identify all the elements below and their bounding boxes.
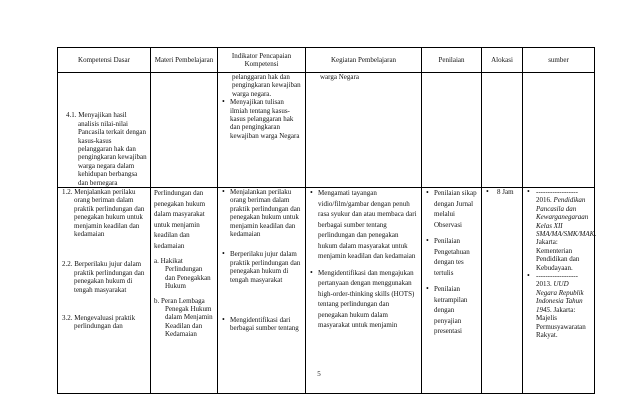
kegiatan-continuation: warga Negara — [320, 73, 359, 81]
materi-item: b. Peran Lembaga Penegak Hukum dalam Menjamin Keadilan dan Kedamaian — [154, 296, 213, 339]
kd-cell — [58, 188, 151, 394]
kegiatan-cell — [306, 188, 422, 394]
kd-item: 2.2. Berperilaku jujur dalam praktik perlindungan dan penegakan hukum di tengah masyarakat — [62, 260, 145, 294]
header-materi: Materi Pembelajaran — [151, 48, 218, 73]
indikator-continuation: pelanggaran hak dan pengingkaran kewajiban warga negara. — [232, 73, 301, 98]
indikator-cell — [218, 73, 306, 188]
list-item — [526, 188, 597, 272]
materi-item: a. Hakikat Perlindungan dan Penegakkan Hukum — [154, 257, 211, 291]
sumber-title: Pendidikan Pancasila dan Kewarganegaraan Kelas XII SMA/MA/SMK/MAK — [536, 196, 595, 239]
sumber-year: 2013. — [536, 280, 552, 289]
penilaian-cell — [422, 188, 482, 394]
alokasi-cell — [482, 188, 523, 394]
list-item: • Mengidentifikasi dari berbagai sumber tentang — [221, 316, 302, 333]
sumber-publisher: . Jakarta: Majelis Permusyawaratan Rakyat. — [536, 305, 586, 339]
kd-cell — [58, 73, 151, 188]
list-item: • Menyajikan tulisan ilmiah tentang kasus-kasus pelanggaran hak dan pengingkaran kewajiban warga Negara — [221, 98, 302, 140]
list-item: • Penilaian ketrampilan dengan penyajian presentasi — [425, 284, 478, 337]
header-alokasi: Alokasi — [482, 48, 523, 73]
sumber-year: 2016. — [536, 196, 552, 205]
sumber-publisher: . Jakarta: Kementerian Pendidikan dan Kebudayaan. — [536, 230, 597, 272]
rpp-table — [57, 47, 595, 394]
materi-cell — [151, 73, 218, 188]
sumber-title: UUD Negara Republik Indonesia Tahun 1945 — [536, 280, 584, 314]
header-kegiatan: Kegiatan Pembelajaran — [306, 48, 422, 73]
header-row — [58, 48, 595, 73]
list-item: • Menjalankan perilaku orang beriman dalam praktik perlindungan dan penegakan hukum untuk menjamin keadilan dan kedamaian — [221, 188, 302, 238]
kegiatan-cell — [306, 73, 422, 188]
table-row — [58, 188, 595, 394]
sumber-dash: ------------------ — [536, 188, 578, 196]
header-penilaian: Penilaian — [422, 48, 482, 73]
alokasi-cell — [482, 73, 523, 188]
list-item: • Berperilaku jujur dalam praktik perlindungan dan penegakan hukum di tengah masyarakat — [221, 250, 302, 284]
header-indikator: Indikator Pencapaian Kompetensi — [218, 48, 306, 73]
materi-intro: Perlindungan dan penegakan hukum dalam masyarakat untuk menjamin keadilan dan kedamaian — [154, 189, 206, 250]
sumber-cell — [523, 73, 595, 188]
sumber-cell — [523, 188, 595, 394]
kd-item: 1.2. Menjalankan perilaku orang beriman dalam praktik perlindungan dan penegakan hukum untuk menjamin keadilan dan kedamaian — [62, 188, 145, 239]
list-item: • Penilaian Pengetahuan dengan tes tertulis — [425, 236, 478, 278]
kd-text: 4.1. Menyajikan hasil analisis nilai-nilai Pancasila terkait dengan kasus-kasus pelanggaran hak dan pengingkaran kewajiban warga negara dalam kehidupan berbangsa dan bernegara — [66, 111, 147, 187]
sumber-dash: ------------------ — [536, 272, 578, 281]
penilaian-cell — [422, 73, 482, 188]
indikator-cell — [218, 188, 306, 394]
table-row — [58, 73, 595, 188]
kd-item: 3.2. Mengevaluasi praktik perlindungan dan — [62, 314, 136, 331]
list-item — [526, 272, 591, 339]
list-item: • Mengidentifikasi dan mengajukan pertanyaan dengan menggunakan high-order-thinking skills (HOTS) tentang perlindungan dan penegakan hukum dalam masyarakat untuk menjamin — [309, 268, 418, 331]
header-sumber: sumber — [523, 48, 595, 73]
header-kompetensi-dasar: Kompetensi Dasar — [58, 48, 151, 73]
alokasi-value: • 8 Jam — [485, 188, 519, 196]
page-number: 5 — [317, 370, 321, 378]
list-item: • Penilaian sikap dengan Jurnal melalui Observasi — [425, 188, 478, 230]
list-item: • Mengamati tayangan vidio/film/gambar dengan penuh rasa syukur dan atau membaca dari berbagai sumber tentang perlindungan dan penegakan hukum dalam masyarakat untuk menjamin keadilan dan kedamaian — [309, 188, 418, 262]
materi-cell — [151, 188, 218, 394]
